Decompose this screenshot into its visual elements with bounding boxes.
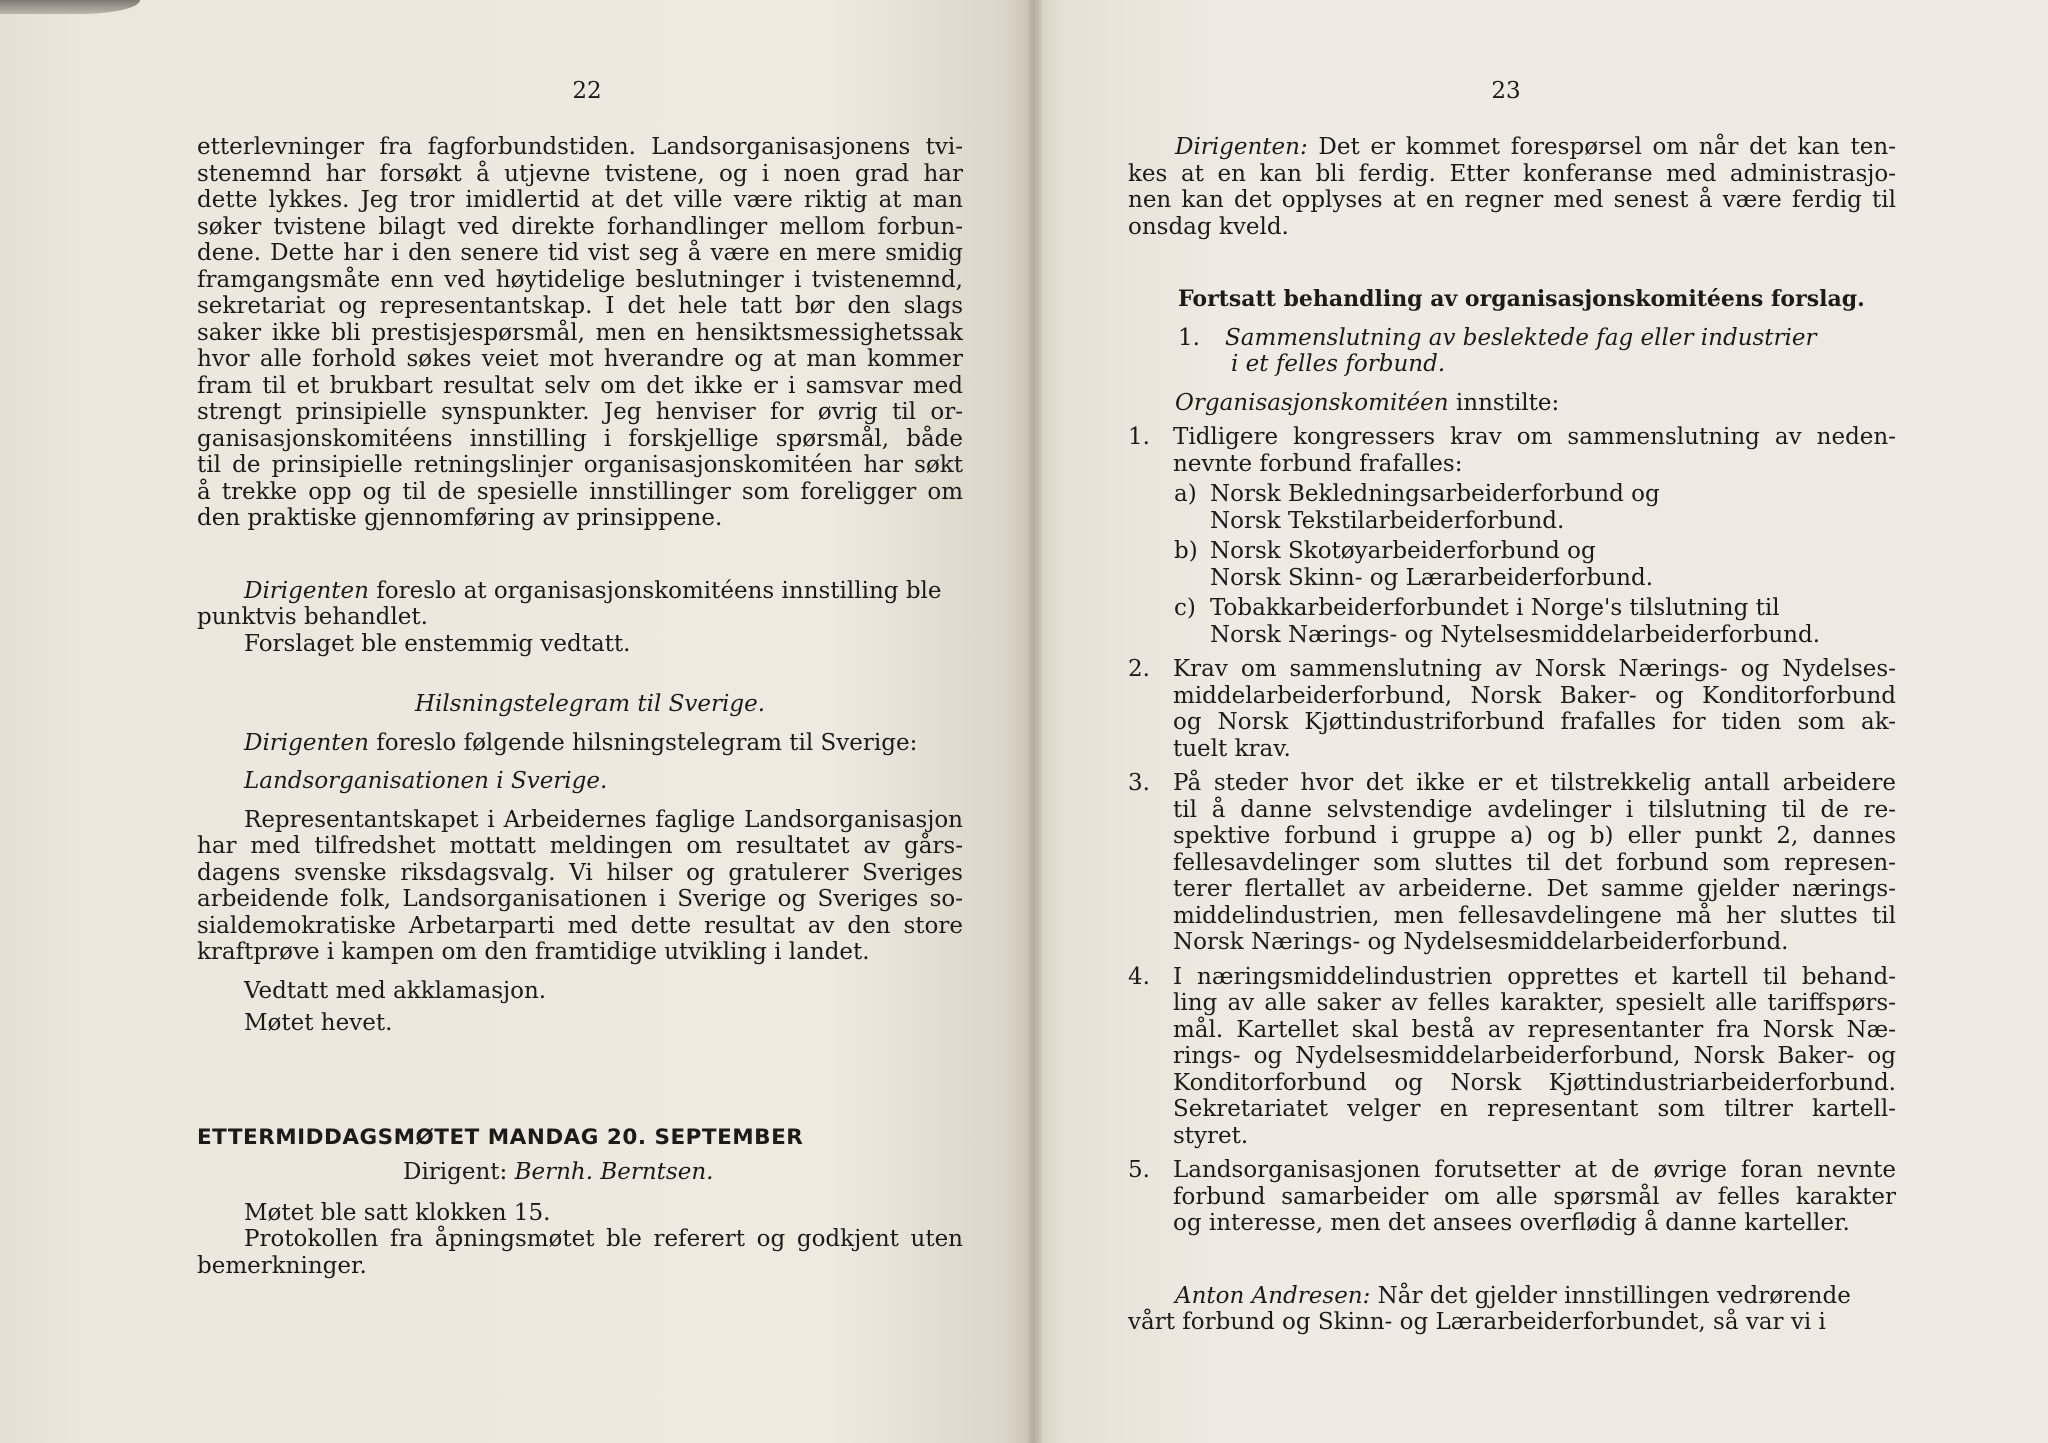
list-number: 5. <box>1128 1157 1150 1183</box>
text-line: Norsk Bekledningsarbeiderforbund og <box>1210 481 1660 507</box>
text-line: Norsk Tekstilarbeiderforbund. <box>1210 507 1565 534</box>
list-item <box>1128 656 1896 762</box>
text-line: terer flertallet av arbeiderne. Det samme gjelder nærings- <box>1173 876 1896 902</box>
text-line: Krav om sammenslutning av Norsk Nærings- og Nydelses- <box>1173 656 1896 682</box>
text-line: sekretariat og representantskap. I det hele tatt bør den slags <box>197 293 963 319</box>
text-line: strengt prinsipielle synspunkter. Jeg henviser for øvrig til or- <box>197 399 963 425</box>
text-line: middelarbeiderforbund, Norsk Baker- og Konditorforbund <box>1173 682 1896 709</box>
text-line: rings- og Nydelsesmiddelarbeiderforbund, Norsk Baker- og <box>1173 1043 1896 1069</box>
list-number: a) <box>1174 481 1197 507</box>
speaker-anton-andresen: Anton Andresen: <box>1175 1282 1371 1309</box>
text-line: og Norsk Kjøttindustriforbund frafalles for tiden som ak- <box>1173 709 1896 735</box>
text-line: Tidligere kongressers krav om sammenslutning av neden- <box>1173 424 1896 450</box>
points-list <box>1128 424 1896 1237</box>
text-line: til å danne selvstendige avdelinger i tilslutning til de re- <box>1173 796 1896 823</box>
text-line: Norsk Nærings- og Nytelsesmiddelarbeiderforbund. <box>1210 621 1821 648</box>
text-line: Konditorforbund og Norsk Kjøttindustriarbeiderforbund. <box>1173 1069 1896 1096</box>
speaker-dirigenten: Dirigenten <box>244 577 369 604</box>
text-line: Landsorganisasjonen forutsetter at de øvrige foran nevnte <box>1173 1157 1896 1183</box>
book-gutter <box>1028 0 1042 1443</box>
session-heading: ETTERMIDDAGSMØTET MANDAG 20. SEPTEMBER <box>197 1124 804 1150</box>
text-line: kraftprøve i kampen om den framtidige utvikling i landet. <box>197 939 870 965</box>
page-number-left: 22 <box>572 78 602 104</box>
list-number: b) <box>1174 538 1198 564</box>
text-line: Norsk Nærings- og Nydelsesmiddelarbeiderforbund. <box>1173 929 1789 955</box>
komiteen-line: Organisasjonskomitéen innstilte: <box>1175 389 1560 416</box>
text-line: etterlevninger fra fagforbundstiden. Landsorganisasjonens tvi- <box>197 134 963 160</box>
dirigent-proposal-cont: punktvis behandlet. <box>197 604 428 630</box>
list-item <box>1128 964 1896 1150</box>
text-line: Norsk Skotøyarbeiderforbund og <box>1210 538 1596 564</box>
sub-list-item <box>1128 538 1896 591</box>
list-item <box>1128 424 1896 477</box>
speaker-organisasjonskomiteen: Organisasjonskomitéen <box>1175 389 1449 416</box>
text-line: kes at en kan bli ferdig. Etter konferanse med administrasjo- <box>1128 160 1896 187</box>
text-line: middelindustrien, men fellesavdelingene må her sluttes til <box>1173 902 1896 929</box>
text-line: styret. <box>1173 1122 1249 1149</box>
dirigent-telegram-proposal: Dirigenten foreslo følgende hilsningstelegram til Sverige: <box>244 729 918 756</box>
left-column <box>197 134 963 1279</box>
text-line: fellesavdelinger som sluttes til det forbund som represen- <box>1173 849 1896 876</box>
forslag-vedtatt: Forslaget ble enstemmig vedtatt. <box>244 630 631 657</box>
page-number-right: 23 <box>1491 78 1521 104</box>
motet-hevet: Møtet hevet. <box>244 1010 393 1036</box>
item-1-title: 1. Sammenslutning av beslektede fag eller industrier i et felles forbund. <box>1178 324 1817 377</box>
text-line: dene. Dette har i den senere tid vist seg å være en mere smidig <box>197 240 963 266</box>
sub-list-item <box>1128 595 1896 648</box>
text-line: nen kan det opplyses at en regner med senest å være ferdig til <box>1128 187 1896 213</box>
list-number: 1. <box>1128 424 1150 450</box>
andresen-line2: vårt forbund og Skinn- og Lærarbeiderforbundet, så var vi i <box>1128 1309 1826 1335</box>
dirigent-announcement <box>1128 134 1896 240</box>
right-column <box>1128 134 1896 1336</box>
text-line: å trekke opp og til de spesielle innstillinger som foreligger om <box>197 478 963 505</box>
text-line: Norsk Skinn- og Lærarbeiderforbund. <box>1210 564 1654 591</box>
andresen-line1: Anton Andresen: Når det gjelder innstillingen vedrørende <box>1175 1282 1851 1309</box>
text-line: saker ikke bli prestisjespørsmål, men en hensiktsmessighetssak <box>197 319 963 346</box>
protokoll-line2: bemerkninger. <box>197 1252 367 1279</box>
text-line: nevnte forbund frafalles: <box>1173 450 1463 477</box>
text-line: dette lykkes. Jeg tror imidlertid at det ville være riktig at man <box>197 187 963 213</box>
list-number: c) <box>1174 595 1196 621</box>
text-line: har med tilfredshet mottatt meldingen om resultatet av gårs- <box>197 833 963 859</box>
text-line: ling av alle saker av felles karakter, spesielt alle tariffspørs- <box>1173 990 1896 1016</box>
section-heading: Fortsatt behandling av organisasjonskomitéens forslag. <box>1178 286 1865 312</box>
list-item <box>1128 770 1896 956</box>
text-line: den praktiske gjennomføring av prinsippene. <box>197 505 723 531</box>
text-line: Tobakkarbeiderforbundet i Norge's tilslutning til <box>1210 595 1780 621</box>
text-line: ganisasjonskomitéens innstilling i forskjellige spørsmål, både <box>197 425 963 452</box>
text-line: stenemnd har forsøkt å utjevne tvistene, og i noen grad har <box>197 160 963 187</box>
text-line: søker tvistene bilagt ved direkte forhandlinger mellom forbun- <box>197 213 963 240</box>
telegram-body <box>197 807 963 966</box>
dirigent-name: Bernh. Berntsen. <box>514 1159 714 1185</box>
text-line: sialdemokratiske Arbetarparti med dette resultat av den store <box>197 912 963 939</box>
list-item <box>1128 1157 1896 1237</box>
dirigent-line: Dirigent: Bernh. Berntsen. <box>403 1159 714 1185</box>
text-line: og interesse, men det ansees overflødig å danne karteller. <box>1173 1210 1850 1236</box>
text-line: onsdag kveld. <box>1128 213 1289 240</box>
text-line: spektive forbund i gruppe a) og b) eller punkt 2, dannes <box>1173 823 1896 849</box>
telegram-addressee: Landsorganisationen i Sverige. <box>244 768 608 794</box>
text-line: I næringsmiddelindustrien opprettes et kartell til behand- <box>1173 963 1896 990</box>
protokoll-line1: Protokollen fra åpningsmøtet ble referert og godkjent uten <box>244 1226 963 1252</box>
list-number: 2. <box>1128 656 1150 682</box>
text-line: Dirigenten: Det er kommet forespørsel om når det kan ten- <box>1175 134 1896 160</box>
text-line: fram til et brukbart resultat selv om det ikke er i samsvar med <box>197 372 963 399</box>
telegram-heading: Hilsningstelegram til Sverige. <box>414 691 766 717</box>
text-line: Representantskapet i Arbeidernes faglige Landsorganisasjon <box>244 806 963 833</box>
opening-paragraph <box>197 134 963 532</box>
list-number: 3. <box>1128 770 1150 796</box>
text-line: framgangsmåte enn ved høytidelige beslutninger i tvistenemnd, <box>197 266 963 293</box>
text-line: forbund samarbeider om alle spørsmål av felles karakter <box>1173 1183 1896 1210</box>
text-line: til de prinsipielle retningslinjer organisasjonskomitéen har søkt <box>197 452 963 478</box>
text-line: Sekretariatet velger en representant som tiltrer kartell- <box>1173 1096 1896 1122</box>
list-number: 4. <box>1128 963 1150 990</box>
vedtatt-akklamasjon: Vedtatt med akklamasjon. <box>244 977 547 1004</box>
text-line: På steder hvor det ikke er et tilstrekkelig antall arbeidere <box>1173 770 1896 796</box>
dirigent-proposal: Dirigenten foreslo at organisasjonskomitéens innstilling ble <box>244 577 942 604</box>
text-line: tuelt krav. <box>1173 735 1291 762</box>
text-line: arbeidende folk, Landsorganisationen i Sverige og Sveriges so- <box>197 886 963 912</box>
text-line: hvor alle forhold søkes veiet mot hverandre og at man kommer <box>197 346 963 372</box>
text-line: dagens svenske riksdagsvalg. Vi hilser og gratulerer Sveriges <box>197 859 963 886</box>
text-line: mål. Kartellet skal bestå av representanter fra Norsk Næ- <box>1173 1016 1896 1043</box>
motet-satt: Møtet ble satt klokken 15. <box>244 1199 551 1226</box>
sub-list-item <box>1128 481 1896 534</box>
speaker-dirigenten: Dirigenten: <box>1175 134 1308 160</box>
